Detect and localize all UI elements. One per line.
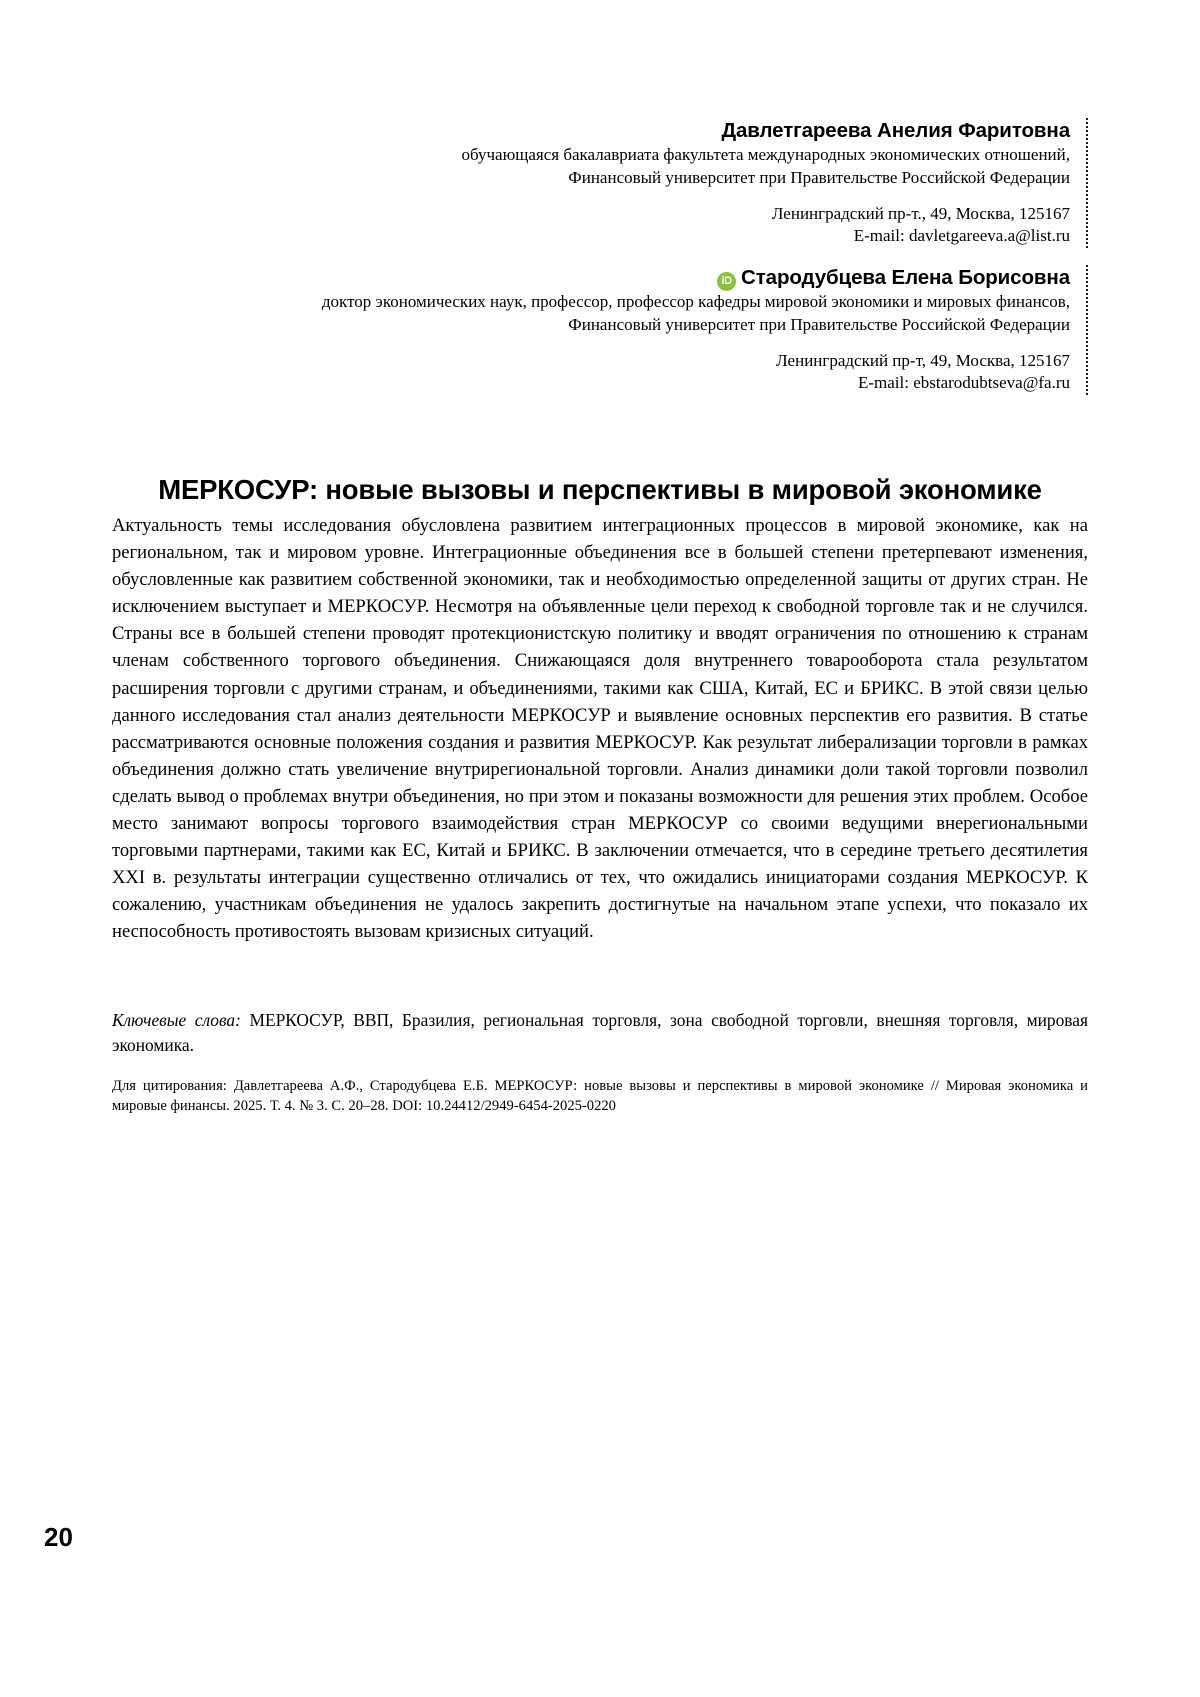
keywords-label: Ключевые слова: <box>112 1010 241 1030</box>
orcid-icon[interactable] <box>717 265 736 291</box>
author-affiliation-line-1: обучающаяся бакалавриата факультета международных экономических отношений, <box>461 145 1070 164</box>
citation-text: Для цитирования: Давлетгареева А.Ф., Стародубцева Е.Б. МЕРКОСУР: новые вызовы и перспективы в мировой экономике // Мировая экономика и мировые финансы. 2025. Т. 4. № 3. С. 20–28. DOI: 10.24412/2949-6454-2025-0220 <box>112 1078 1088 1114</box>
author-entry-2 <box>112 265 1088 395</box>
abstract-text: Актуальность темы исследования обусловлена развитием интеграционных процессов в мировой экономике, как на региональном, так и мировом уровне. Интеграционные объединения все в большей степени претерпевают изменения, обусловленные как развитием собственной экономики, так и необходимостью определенной защиты от других стран. Не исключением выступает и МЕРКОСУР. Несмотря на объявленные цели переход к свободной торговле так и не случился. Страны все в большей степени проводят протекционистскую политику и вводят ограничения по отношению к странам членам собственного торгового объединения. Снижающаяся доля внутреннего товарооборота стала результатом расширения торговли с другими странам, и объединениями, такими как США, Китай, ЕС и БРИКС. В этой связи целью данного исследования стал анализ деятельности МЕРКОСУР и выявление основных перспектив его развития. В статье рассматриваются основные положения создания и развития МЕРКОСУР. Как результат либерализации торговли в рамках объединения должно стать увеличение внутрирегиональной торговли. Анализ динамики доли такой торговли позволил сделать вывод о проблемах внутри объединения, но при этом и показаны возможности для решения этих проблем. Особое место занимают вопросы торгового взаимодействия стран МЕРКОСУР со своими ведущими внерегиональными торговыми партнерами, такими как ЕС, Китай и БРИКС. В заключении отмечается, что в середине третьего десятилетия XXI в. результаты интеграции существенно отличались от тех, что ожидались инициаторами создания МЕРКОСУР. К сожалению, участникам объединения не удалось закрепить достигнутые на начальном этапе успехи, что показало их неспособность противостоять вызовам кризисных ситуаций. <box>112 515 1088 943</box>
author-entry-1 <box>112 118 1088 248</box>
authors-block <box>112 118 1088 401</box>
author-name-text: Стародубцева Елена Борисовна <box>741 265 1070 289</box>
orcid-badge-label: iD <box>717 272 736 291</box>
author-email[interactable]: E-mail: davletgareeva.a@list.ru <box>853 226 1070 245</box>
keywords <box>112 1008 1088 1058</box>
author-email[interactable]: E-mail: ebstarodubtseva@fa.ru <box>857 373 1070 393</box>
author-affiliation-line-2: Финансовый университет при Правительстве Российской Федерации <box>568 314 1070 334</box>
author-name <box>112 265 1070 292</box>
author-address: Ленинградский пр-т, 49, Москва, 125167 <box>776 351 1070 371</box>
author-affiliation-line-1: доктор экономических наук, профессор, профессор кафедры мировой экономики и мировых финансов, <box>321 292 1070 312</box>
page-title: МЕРКОСУР: новые вызовы и перспективы в мировой экономике <box>158 474 1042 506</box>
page-number: 20 <box>44 1522 73 1552</box>
author-name: Давлетгареева Анелия Фаритовна <box>721 119 1070 142</box>
author-affiliation-line-2: Финансовый университет при Правительстве Российской Федерации <box>568 167 1070 187</box>
keywords-value: МЕРКОСУР, ВВП, Бразилия, региональная торговля, зона свободной торговли, внешняя торговля, мировая экономика. <box>112 1010 1089 1055</box>
author-address: Ленинградский пр-т., 49, Москва, 125167 <box>771 204 1070 223</box>
authors-spacer <box>112 254 1088 265</box>
